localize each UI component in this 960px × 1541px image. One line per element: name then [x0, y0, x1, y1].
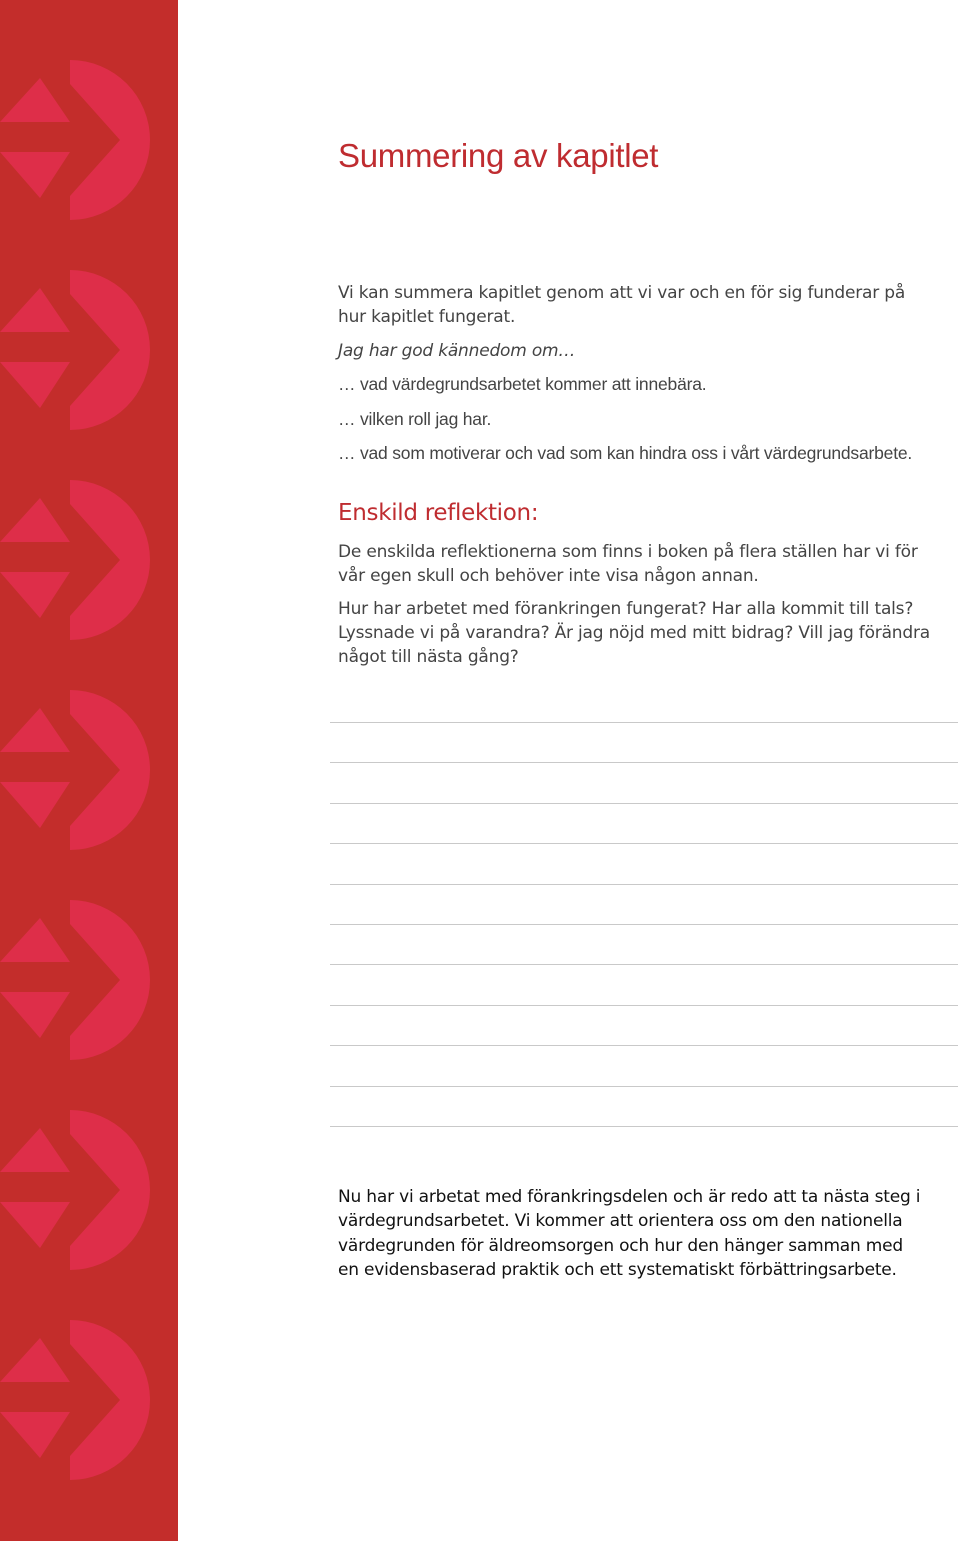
- reflection-text: De enskilda reflektionerna som finns i boken på flera ställen har vi för vår egen skull och behöver inte visa någon annan.: [338, 542, 918, 586]
- side-band-background: [0, 0, 178, 1541]
- prompt-line: Jag har god kännedom om…: [338, 341, 576, 361]
- writing-line: [330, 722, 958, 723]
- writing-line: [330, 1126, 958, 1127]
- writing-line: [330, 964, 958, 965]
- writing-line: [330, 884, 958, 885]
- list-item: … vilken roll jag har.: [338, 409, 492, 429]
- writing-line: [330, 762, 958, 763]
- decorative-side-band: [0, 0, 178, 1541]
- writing-line: [330, 1086, 958, 1087]
- writing-line: [330, 803, 958, 804]
- writing-line: [330, 843, 958, 844]
- list-item: … vad värdegrundsarbetet kommer att innebära.: [338, 374, 707, 394]
- closing-paragraph: Nu har vi arbetat med förankringsdelen och är redo att ta nästa steg i värdegrundsarbetet. Vi kommer att orientera oss om den nationella värdegrunden för äldreomsorgen och hur den hänger samman med en evidensbaserad praktik och ett systematiskt förbättringsarbete.: [338, 1187, 921, 1280]
- page-title: Summering av kapitlet: [338, 137, 659, 174]
- writing-line: [330, 1005, 958, 1006]
- writing-line: [330, 1045, 958, 1046]
- writing-line: [330, 924, 958, 925]
- list-item: … vad som motiverar och vad som kan hindra oss i vårt värdegrundsarbete.: [338, 443, 913, 463]
- reflection-questions: Hur har arbetet med förankringen fungerat? Har alla kommit till tals? Lyssnade vi på varandra? Är jag nöjd med mitt bidrag? Vill jag förändra något till nästa gång?: [338, 599, 930, 667]
- intro-paragraph: Vi kan summera kapitlet genom att vi var och en för sig funderar på hur kapitlet fungerat.: [338, 283, 906, 327]
- reflection-heading: Enskild reflektion:: [338, 500, 539, 526]
